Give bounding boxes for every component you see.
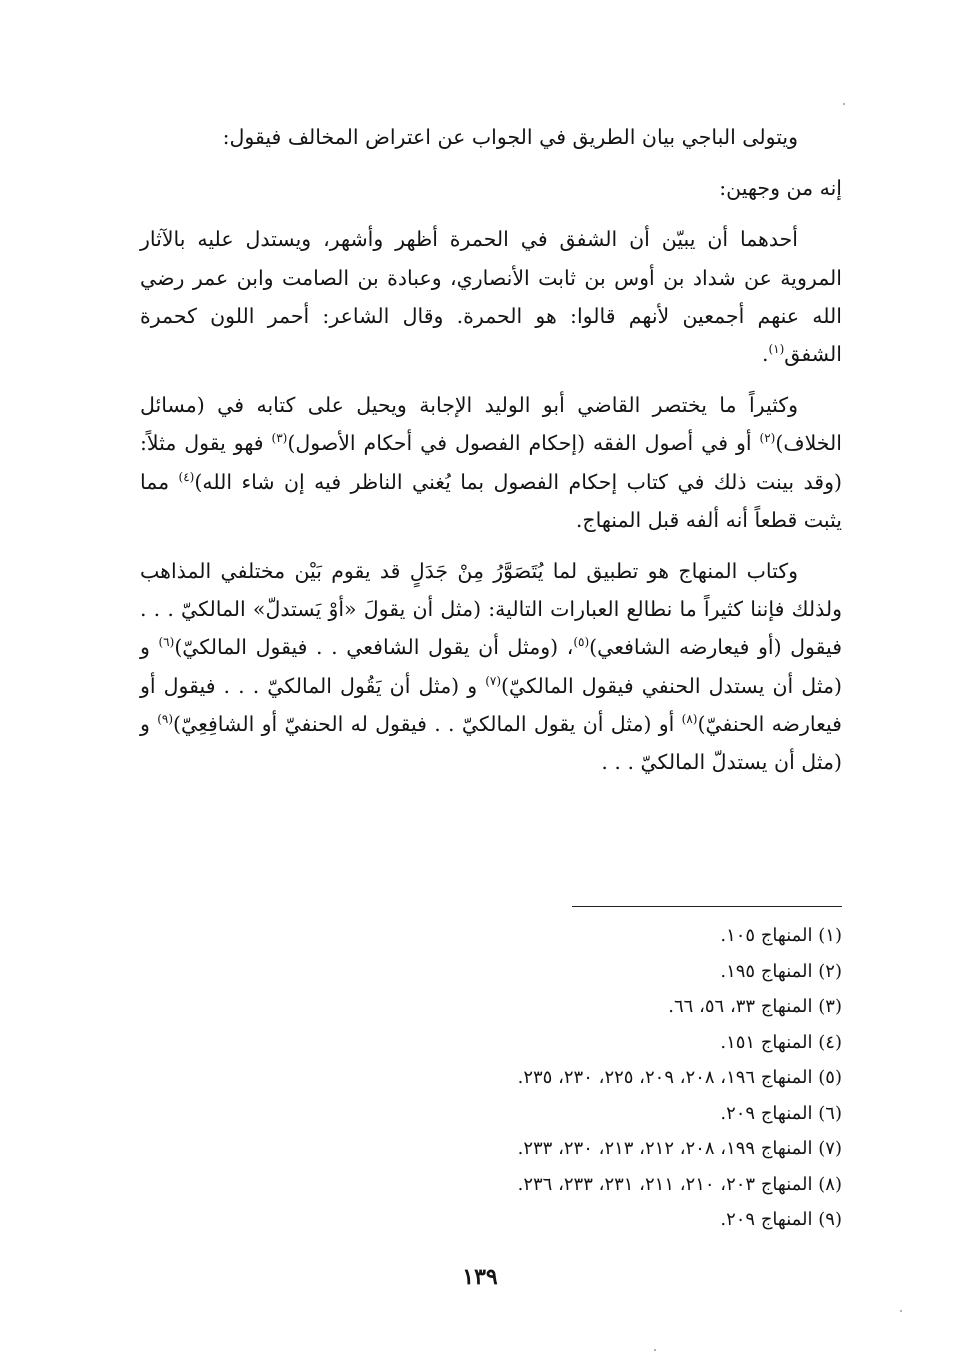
footnote-item: (٣) المنهاج ٣٣، ٥٦، ٦٦. — [668, 996, 842, 1017]
footnote-marker[interactable]: (١) — [768, 342, 785, 357]
footnote-marker[interactable]: (٤) — [178, 469, 195, 484]
scan-speck — [900, 1310, 902, 1312]
text-segment: . — [761, 342, 769, 367]
text-segment: فهو يقول مثلاً: (وقد بينت ذلك في كتاب إحكام الفصول بما يُغني الناظر فيه إن شاء الله) — [140, 431, 842, 494]
page-number: ١٣٩ — [462, 1264, 498, 1290]
footnote-item: (٧) المنهاج ١٩٩، ٢٠٨، ٢١٢، ٢١٣، ٢٣٠، ٢٣٣. — [517, 1138, 842, 1159]
paragraph — [140, 118, 842, 156]
footnote-item: (٢) المنهاج ١٩٥. — [720, 960, 842, 982]
text-segment: إنه من وجهين: — [719, 176, 842, 201]
footnote-marker[interactable]: (٧) — [485, 673, 502, 688]
footnote-item: (٥) المنهاج ١٩٦، ٢٠٨، ٢٠٩، ٢٢٥، ٢٣٠، ٢٣٥. — [517, 1067, 842, 1088]
footnote-item: (٨) المنهاج ٢٠٣، ٢١٠، ٢١١، ٢٣١، ٢٣٣، ٢٣٦. — [517, 1173, 842, 1195]
text-segment: و (مثل أن يَقُول المالكيّ . . . فيقول أو فيعارضه الحنفيّ) — [140, 673, 842, 736]
text-segment: ويتولى الباجي بيان الطريق في الجواب عن اعتراض المخالف فيقول: — [222, 125, 798, 149]
footnote-item: (٩) المنهاج ٢٠٩. — [720, 1209, 842, 1230]
scan-speck — [843, 103, 845, 105]
footnote-item: (١) المنهاج ١٠٥. — [720, 925, 842, 946]
scan-speck — [654, 1349, 656, 1351]
footnote-item: (٤) المنهاج ١٥١. — [720, 1031, 842, 1053]
main-text — [140, 118, 842, 794]
paragraph — [140, 220, 842, 373]
footnote-marker[interactable]: (٣) — [271, 431, 288, 446]
footnote-marker[interactable]: (٨) — [681, 712, 698, 727]
paragraph — [140, 386, 842, 539]
text-segment: أو (مثل أن يقول المالكيّ . . فيقول له الحنفيّ أو الشافِعِيّ) — [173, 711, 682, 736]
footnote-marker[interactable]: (٢) — [759, 431, 776, 446]
text-segment: وكثيراً ما يختصر القاضي أبو الوليد الإجابة ويحيل على كتابه في (مسائل الخلاف) — [140, 393, 842, 456]
footnote-separator — [572, 906, 842, 907]
text-segment: أو في أصول الفقه (إحكام الفصول في أحكام الأصول) — [287, 431, 760, 456]
paragraph — [140, 169, 842, 207]
footnote-item: (٦) المنهاج ٢٠٩. — [720, 1102, 842, 1124]
footnote-marker[interactable]: (٩) — [157, 712, 174, 727]
text-segment: أحدهما أن يبيّن أن الشفق في الحمرة أظهر وأشهر، ويستدل عليه بالآثار المروية عن شداد بن أوس بن ثابت الأنصاري، وعبادة بن الصامت وابن عمر رضي الله عنهم أجمعين لأنهم قالوا: هو الحمرة. وقال الشاعر: أحمر اللون كحمرة الشفق — [140, 227, 842, 367]
text-segment: ، (ومثل أن يقول الشافعي . . فيقول المالكيّ) — [174, 635, 574, 660]
text-segment: مما يثبت قطعاً أنه ألفه قبل المنهاج. — [140, 469, 842, 532]
text-segment: و (مثل أن يستدل الحنفي فيقول المالكيّ) — [140, 635, 842, 698]
footnote-marker[interactable]: (٦) — [158, 635, 175, 650]
text-segment: و (مثل أن يستدلّ المالكيّ . . . — [140, 711, 842, 775]
footnotes-list — [222, 918, 842, 1238]
text-segment: وكتاب المنهاج هو تطبيق لما يُتَصَوَّرُ مِنْ جَدَلٍ قد يقوم بَيْن مختلفي المذاهب ولذلك فإننا كثيراً ما نطالع العبارات التالية: (مثل أن يقولَ «أوْ يَستدلّ» المالكيّ . . . فيقول (أو فيعارضه الشافعي) — [140, 559, 842, 660]
paragraph — [140, 552, 842, 781]
footnote-marker[interactable]: (٥) — [573, 635, 590, 650]
